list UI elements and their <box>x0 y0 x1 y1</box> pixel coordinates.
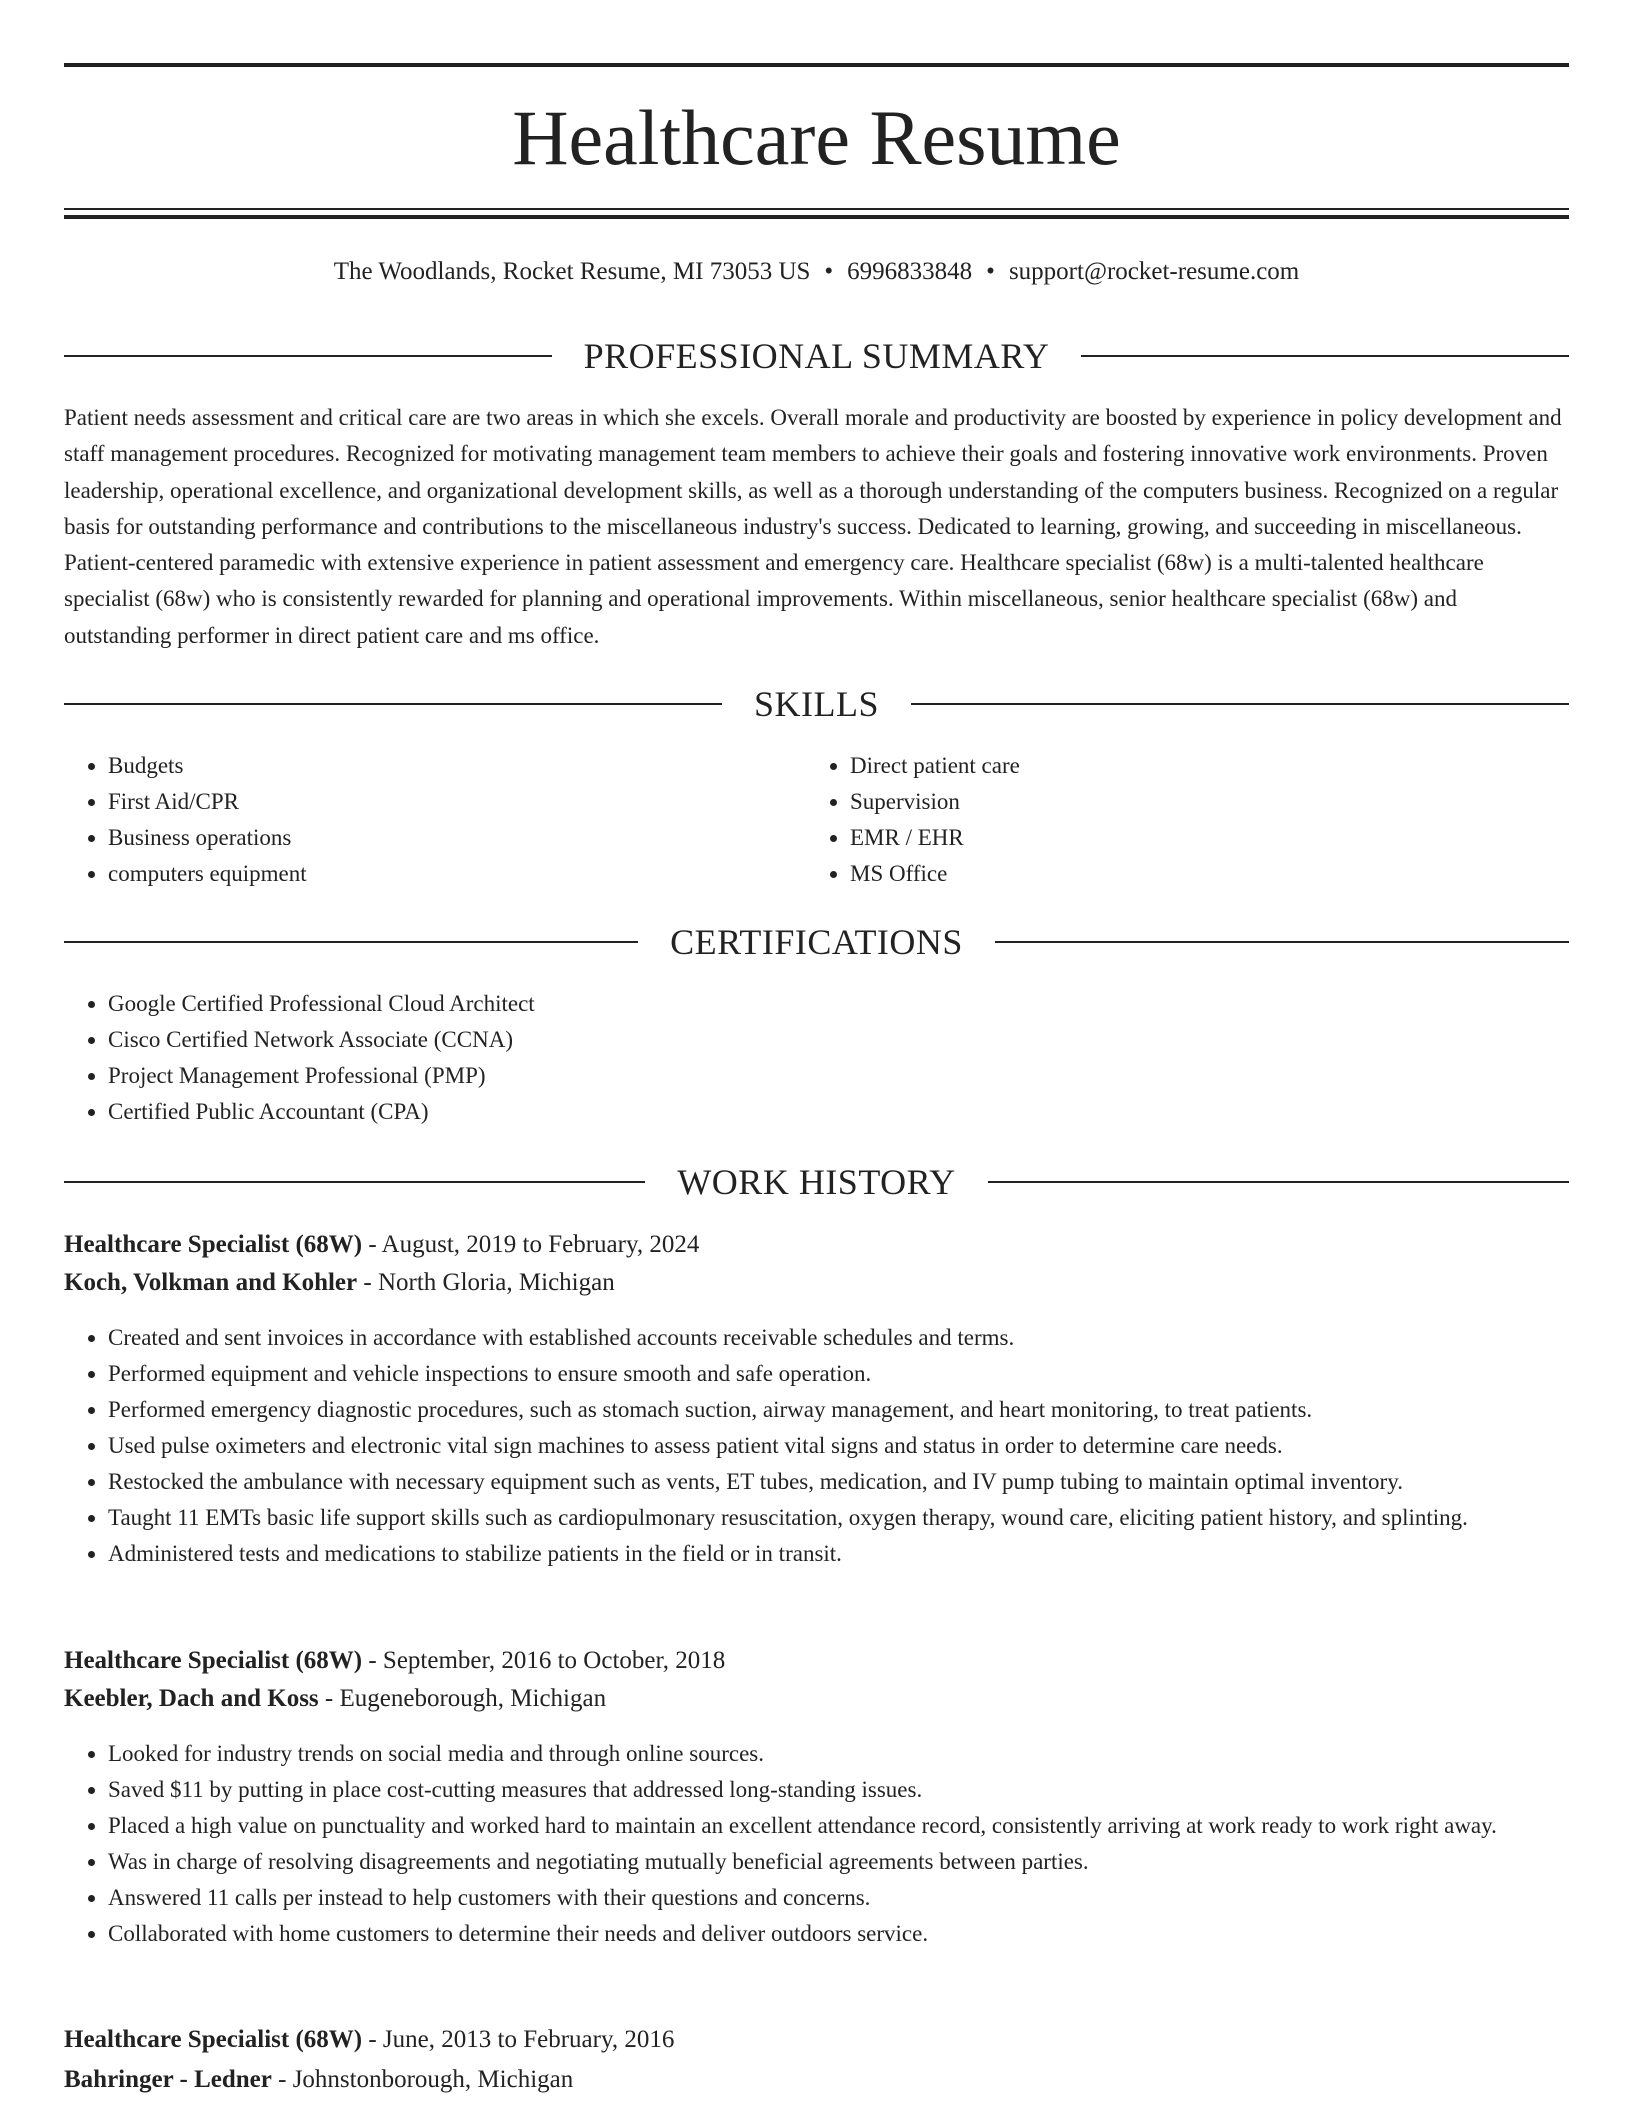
duty-item: • Restocked the ambulance with necessary equipment such as vents, ET tubes, medication, and IV pump tubing to maintain optimal inventory. <box>108 1464 1569 1500</box>
skill-item: • Budgets <box>108 748 764 784</box>
job-company-line <box>64 1681 1569 1717</box>
skill-item: • Direct patient care <box>850 748 1506 784</box>
skill-item: • Business operations <box>108 820 764 856</box>
skill-item: • EMR / EHR <box>850 820 1506 856</box>
job-title-line <box>64 1643 1569 1679</box>
job-location: - Eugeneborough, Michigan <box>318 1685 607 1712</box>
skill-item: • MS Office <box>850 856 1506 892</box>
job-title: Healthcare Specialist (68W) <box>64 1647 363 1674</box>
skill-item: • computers equipment <box>108 856 764 892</box>
job-duties <box>64 1320 1569 1572</box>
job-title: Healthcare Specialist (68W) <box>64 2026 363 2053</box>
job-company: Keebler, Dach and Koss <box>64 1685 319 1712</box>
job-dates: - August, 2019 to February, 2024 <box>362 1231 700 1258</box>
job-title: Healthcare Specialist (68W) <box>64 1231 363 1258</box>
contact-email: support@rocket-resume.com <box>1008 258 1300 285</box>
skill-item: • Supervision <box>850 784 1506 820</box>
contact-line <box>64 256 1569 288</box>
duty-item: • Was in charge of resolving disagreements and negotiating mutually beneficial agreements between parties. <box>108 1844 1569 1880</box>
duty-item: • Saved $11 by putting in place cost-cutting measures that addressed long-standing issues. <box>108 1772 1569 1808</box>
skills-list-right <box>806 748 1506 892</box>
section-heading-work-history <box>64 1162 1569 1202</box>
job-duties <box>64 1736 1569 1952</box>
duty-item: • Created and sent invoices in accordance with established accounts receivable schedules and terms. <box>108 1320 1569 1356</box>
job-title-line <box>64 1227 1569 1263</box>
certification-item: • Cisco Certified Network Associate (CCNA) <box>108 1022 1569 1058</box>
heading-rule <box>911 703 1569 705</box>
job-dates: - September, 2016 to October, 2018 <box>362 1647 726 1674</box>
skills-list-left <box>64 748 764 892</box>
job-location: - North Gloria, Michigan <box>357 1269 615 1296</box>
certifications-block <box>64 986 1569 1130</box>
contact-address: The Woodlands, Rocket Resume, MI 73053 US <box>333 258 811 285</box>
duty-item: • Used pulse oximeters and electronic vital sign machines to assess patient vital signs and status in order to determine care needs. <box>108 1428 1569 1464</box>
skills-column-right <box>806 748 1506 892</box>
heading-rule <box>988 1181 1569 1183</box>
duty-item: • Collaborated with home customers to determine their needs and deliver outdoors service. <box>108 1916 1569 1952</box>
duty-item: • Performed equipment and vehicle inspections to ensure smooth and safe operation. <box>108 1356 1569 1392</box>
heading-rule <box>1081 355 1569 357</box>
duty-item: • Administered tests and medications to stabilize patients in the field or in transit. <box>108 1536 1569 1572</box>
job-duties-list <box>64 1320 1569 1572</box>
heading-rule <box>64 1181 645 1183</box>
contact-separator: • <box>824 258 834 285</box>
duty-item: • Looked for industry trends on social media and through online sources. <box>108 1736 1569 1772</box>
section-heading-skills <box>64 684 1569 724</box>
duty-item: • Taught 11 EMTs basic life support skills such as cardiopulmonary resuscitation, oxygen therapy, wound care, eliciting patient history, and splinting. <box>108 1500 1569 1536</box>
duty-item: • Placed a high value on punctuality and worked hard to maintain an excellent attendance record, consistently arriving at work ready to work right away. <box>108 1808 1569 1844</box>
section-title: CERTIFICATIONS <box>670 922 963 962</box>
heading-rule <box>995 941 1569 943</box>
duty-item: • Answered 11 calls per instead to help customers with their questions and concerns. <box>108 1880 1569 1916</box>
heading-rule <box>64 703 722 705</box>
contact-separator: • <box>986 258 995 285</box>
skills-column-left <box>64 748 764 892</box>
resume-title: Healthcare Resume <box>512 94 1121 181</box>
top-rule <box>64 63 1569 67</box>
summary-text: Patient needs assessment and critical care are two areas in which she excels. Overall morale and productivity are boosted by experience in policy development and staff management procedures. Recognized for motivating management team members to achieve their goals and fostering innovative work environments. Proven leadership, operational excellence, and organizational development skills, as well as a thorough understanding of the computers business. Recognized on a regular basis for outstanding performance and contributions to the miscellaneous industry's success. Dedicated to learning, growing, and succeeding in miscellaneous. Patient-centered paramedic with extensive experience in patient assessment and emergency care. Healthcare specialist (68w) is a multi-talented healthcare specialist (68w) who is consistently rewarded for planning and operational improvements. Within miscellaneous, senior healthcare specialist (68w) and outstanding performer in direct patient care and ms office. <box>64 405 1562 648</box>
job-company-line <box>64 1265 1569 1301</box>
skill-item: • First Aid/CPR <box>108 784 764 820</box>
heading-rule <box>64 355 552 357</box>
job-title-line <box>64 2022 1569 2058</box>
section-heading-summary <box>64 336 1569 376</box>
title-double-rule <box>64 208 1569 219</box>
job-company-line <box>64 2062 1569 2098</box>
job-company: Bahringer - Ledner <box>64 2066 272 2093</box>
job-duties-list <box>64 1736 1569 1952</box>
job-dates: - June, 2013 to February, 2016 <box>362 2026 675 2053</box>
certification-item: • Google Certified Professional Cloud Architect <box>108 986 1569 1022</box>
section-title: PROFESSIONAL SUMMARY <box>583 336 1050 376</box>
heading-rule <box>64 941 638 943</box>
job-company: Koch, Volkman and Kohler <box>64 1269 358 1296</box>
duty-item: • Performed emergency diagnostic procedures, such as stomach suction, airway management, and heart monitoring, to treat patients. <box>108 1392 1569 1428</box>
section-title: SKILLS <box>754 684 880 724</box>
job-location: - Johnstonborough, Michigan <box>271 2066 574 2093</box>
certifications-list <box>64 986 1569 1130</box>
section-title: WORK HISTORY <box>677 1162 956 1202</box>
section-heading-certifications <box>64 922 1569 962</box>
certification-item: • Certified Public Accountant (CPA) <box>108 1094 1569 1130</box>
contact-phone: 6996833848 <box>847 258 973 285</box>
certification-item: • Project Management Professional (PMP) <box>108 1058 1569 1094</box>
